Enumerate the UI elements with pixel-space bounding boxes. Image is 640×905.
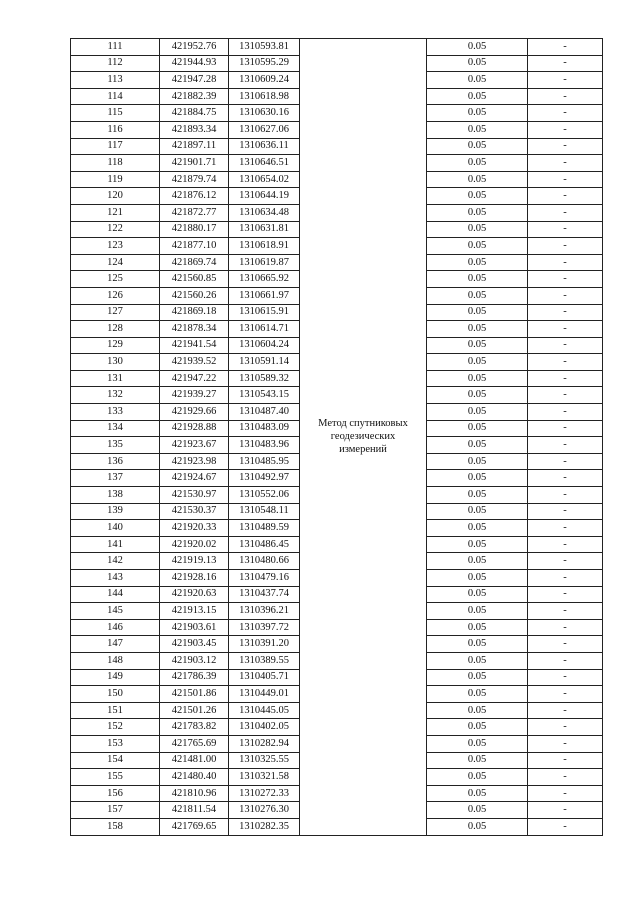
coordinates-table-body xyxy=(71,39,603,836)
accuracy-cell: 0.05 xyxy=(427,88,528,105)
point-number-cell: 142 xyxy=(71,553,160,570)
point-number-cell: 132 xyxy=(71,387,160,404)
x-coordinate-cell: 421919.13 xyxy=(160,553,229,570)
accuracy-cell: 0.05 xyxy=(427,387,528,404)
accuracy-cell: 0.05 xyxy=(427,105,528,122)
x-coordinate-cell: 421783.82 xyxy=(160,719,229,736)
point-number-cell: 116 xyxy=(71,121,160,138)
y-coordinate-cell: 1310321.58 xyxy=(229,769,300,786)
point-number-cell: 140 xyxy=(71,520,160,537)
note-cell: - xyxy=(528,221,603,238)
y-coordinate-cell: 1310636.11 xyxy=(229,138,300,155)
note-cell: - xyxy=(528,752,603,769)
point-number-cell: 144 xyxy=(71,586,160,603)
point-number-cell: 138 xyxy=(71,487,160,504)
accuracy-cell: 0.05 xyxy=(427,520,528,537)
x-coordinate-cell: 421501.26 xyxy=(160,702,229,719)
note-cell: - xyxy=(528,619,603,636)
accuracy-cell: 0.05 xyxy=(427,603,528,620)
x-coordinate-cell: 421879.74 xyxy=(160,171,229,188)
y-coordinate-cell: 1310615.91 xyxy=(229,304,300,321)
y-coordinate-cell: 1310391.20 xyxy=(229,636,300,653)
y-coordinate-cell: 1310272.33 xyxy=(229,785,300,802)
accuracy-cell: 0.05 xyxy=(427,437,528,454)
x-coordinate-cell: 421884.75 xyxy=(160,105,229,122)
x-coordinate-cell: 421928.16 xyxy=(160,570,229,587)
y-coordinate-cell: 1310548.11 xyxy=(229,503,300,520)
point-number-cell: 117 xyxy=(71,138,160,155)
accuracy-cell: 0.05 xyxy=(427,735,528,752)
point-number-cell: 128 xyxy=(71,321,160,338)
accuracy-cell: 0.05 xyxy=(427,669,528,686)
note-cell: - xyxy=(528,155,603,172)
x-coordinate-cell: 421878.34 xyxy=(160,321,229,338)
note-cell: - xyxy=(528,72,603,89)
point-number-cell: 145 xyxy=(71,603,160,620)
note-cell: - xyxy=(528,769,603,786)
x-coordinate-cell: 421928.88 xyxy=(160,420,229,437)
accuracy-cell: 0.05 xyxy=(427,254,528,271)
y-coordinate-cell: 1310552.06 xyxy=(229,487,300,504)
point-number-cell: 134 xyxy=(71,420,160,437)
y-coordinate-cell: 1310619.87 xyxy=(229,254,300,271)
note-cell: - xyxy=(528,105,603,122)
point-number-cell: 147 xyxy=(71,636,160,653)
x-coordinate-cell: 421920.02 xyxy=(160,536,229,553)
accuracy-cell: 0.05 xyxy=(427,287,528,304)
point-number-cell: 120 xyxy=(71,188,160,205)
y-coordinate-cell: 1310604.24 xyxy=(229,337,300,354)
note-cell: - xyxy=(528,686,603,703)
x-coordinate-cell: 421869.74 xyxy=(160,254,229,271)
point-number-cell: 114 xyxy=(71,88,160,105)
accuracy-cell: 0.05 xyxy=(427,586,528,603)
y-coordinate-cell: 1310449.01 xyxy=(229,686,300,703)
accuracy-cell: 0.05 xyxy=(427,121,528,138)
x-coordinate-cell: 421769.65 xyxy=(160,818,229,835)
note-cell: - xyxy=(528,702,603,719)
note-cell: - xyxy=(528,55,603,72)
x-coordinate-cell: 421880.17 xyxy=(160,221,229,238)
x-coordinate-cell: 421947.28 xyxy=(160,72,229,89)
accuracy-cell: 0.05 xyxy=(427,686,528,703)
x-coordinate-cell: 421952.76 xyxy=(160,39,229,56)
x-coordinate-cell: 421897.11 xyxy=(160,138,229,155)
accuracy-cell: 0.05 xyxy=(427,420,528,437)
note-cell: - xyxy=(528,536,603,553)
point-number-cell: 131 xyxy=(71,370,160,387)
point-number-cell: 150 xyxy=(71,686,160,703)
x-coordinate-cell: 421923.98 xyxy=(160,453,229,470)
accuracy-cell: 0.05 xyxy=(427,188,528,205)
note-cell: - xyxy=(528,337,603,354)
point-number-cell: 158 xyxy=(71,818,160,835)
note-cell: - xyxy=(528,387,603,404)
accuracy-cell: 0.05 xyxy=(427,138,528,155)
point-number-cell: 156 xyxy=(71,785,160,802)
point-number-cell: 115 xyxy=(71,105,160,122)
accuracy-cell: 0.05 xyxy=(427,453,528,470)
point-number-cell: 148 xyxy=(71,652,160,669)
table-row xyxy=(71,39,603,56)
accuracy-cell: 0.05 xyxy=(427,636,528,653)
note-cell: - xyxy=(528,121,603,138)
note-cell: - xyxy=(528,553,603,570)
point-number-cell: 146 xyxy=(71,619,160,636)
point-number-cell: 137 xyxy=(71,470,160,487)
y-coordinate-cell: 1310282.35 xyxy=(229,818,300,835)
note-cell: - xyxy=(528,271,603,288)
y-coordinate-cell: 1310618.91 xyxy=(229,238,300,255)
accuracy-cell: 0.05 xyxy=(427,204,528,221)
y-coordinate-cell: 1310609.24 xyxy=(229,72,300,89)
note-cell: - xyxy=(528,652,603,669)
x-coordinate-cell: 421530.97 xyxy=(160,487,229,504)
note-cell: - xyxy=(528,171,603,188)
note-cell: - xyxy=(528,304,603,321)
note-cell: - xyxy=(528,188,603,205)
point-number-cell: 129 xyxy=(71,337,160,354)
y-coordinate-cell: 1310591.14 xyxy=(229,354,300,371)
x-coordinate-cell: 421786.39 xyxy=(160,669,229,686)
note-cell: - xyxy=(528,470,603,487)
note-cell: - xyxy=(528,39,603,56)
note-cell: - xyxy=(528,204,603,221)
note-cell: - xyxy=(528,321,603,338)
point-number-cell: 153 xyxy=(71,735,160,752)
y-coordinate-cell: 1310595.29 xyxy=(229,55,300,72)
x-coordinate-cell: 421869.18 xyxy=(160,304,229,321)
note-cell: - xyxy=(528,785,603,802)
accuracy-cell: 0.05 xyxy=(427,470,528,487)
point-number-cell: 157 xyxy=(71,802,160,819)
accuracy-cell: 0.05 xyxy=(427,553,528,570)
accuracy-cell: 0.05 xyxy=(427,570,528,587)
accuracy-cell: 0.05 xyxy=(427,404,528,421)
accuracy-cell: 0.05 xyxy=(427,72,528,89)
note-cell: - xyxy=(528,487,603,504)
y-coordinate-cell: 1310644.19 xyxy=(229,188,300,205)
x-coordinate-cell: 421903.61 xyxy=(160,619,229,636)
method-cell: Метод спутниковых геодезических измерений xyxy=(300,39,427,836)
accuracy-cell: 0.05 xyxy=(427,337,528,354)
x-coordinate-cell: 421876.12 xyxy=(160,188,229,205)
note-cell: - xyxy=(528,503,603,520)
x-coordinate-cell: 421923.67 xyxy=(160,437,229,454)
point-number-cell: 113 xyxy=(71,72,160,89)
note-cell: - xyxy=(528,586,603,603)
y-coordinate-cell: 1310483.96 xyxy=(229,437,300,454)
x-coordinate-cell: 421913.15 xyxy=(160,603,229,620)
x-coordinate-cell: 421920.33 xyxy=(160,520,229,537)
point-number-cell: 155 xyxy=(71,769,160,786)
y-coordinate-cell: 1310402.05 xyxy=(229,719,300,736)
accuracy-cell: 0.05 xyxy=(427,487,528,504)
accuracy-cell: 0.05 xyxy=(427,238,528,255)
accuracy-cell: 0.05 xyxy=(427,752,528,769)
accuracy-cell: 0.05 xyxy=(427,321,528,338)
point-number-cell: 154 xyxy=(71,752,160,769)
accuracy-cell: 0.05 xyxy=(427,271,528,288)
y-coordinate-cell: 1310618.98 xyxy=(229,88,300,105)
note-cell: - xyxy=(528,437,603,454)
point-number-cell: 118 xyxy=(71,155,160,172)
y-coordinate-cell: 1310665.92 xyxy=(229,271,300,288)
accuracy-cell: 0.05 xyxy=(427,719,528,736)
note-cell: - xyxy=(528,404,603,421)
accuracy-cell: 0.05 xyxy=(427,503,528,520)
accuracy-cell: 0.05 xyxy=(427,354,528,371)
x-coordinate-cell: 421901.71 xyxy=(160,155,229,172)
y-coordinate-cell: 1310627.06 xyxy=(229,121,300,138)
note-cell: - xyxy=(528,570,603,587)
point-number-cell: 141 xyxy=(71,536,160,553)
x-coordinate-cell: 421530.37 xyxy=(160,503,229,520)
note-cell: - xyxy=(528,669,603,686)
y-coordinate-cell: 1310445.05 xyxy=(229,702,300,719)
x-coordinate-cell: 421929.66 xyxy=(160,404,229,421)
y-coordinate-cell: 1310282.94 xyxy=(229,735,300,752)
y-coordinate-cell: 1310397.72 xyxy=(229,619,300,636)
point-number-cell: 143 xyxy=(71,570,160,587)
point-number-cell: 133 xyxy=(71,404,160,421)
note-cell: - xyxy=(528,520,603,537)
y-coordinate-cell: 1310589.32 xyxy=(229,370,300,387)
note-cell: - xyxy=(528,354,603,371)
note-cell: - xyxy=(528,735,603,752)
y-coordinate-cell: 1310543.15 xyxy=(229,387,300,404)
y-coordinate-cell: 1310325.55 xyxy=(229,752,300,769)
x-coordinate-cell: 421903.12 xyxy=(160,652,229,669)
note-cell: - xyxy=(528,254,603,271)
point-number-cell: 122 xyxy=(71,221,160,238)
point-number-cell: 126 xyxy=(71,287,160,304)
x-coordinate-cell: 421811.54 xyxy=(160,802,229,819)
y-coordinate-cell: 1310479.16 xyxy=(229,570,300,587)
x-coordinate-cell: 421920.63 xyxy=(160,586,229,603)
accuracy-cell: 0.05 xyxy=(427,619,528,636)
y-coordinate-cell: 1310486.45 xyxy=(229,536,300,553)
x-coordinate-cell: 421882.39 xyxy=(160,88,229,105)
point-number-cell: 130 xyxy=(71,354,160,371)
x-coordinate-cell: 421481.00 xyxy=(160,752,229,769)
y-coordinate-cell: 1310593.81 xyxy=(229,39,300,56)
accuracy-cell: 0.05 xyxy=(427,221,528,238)
accuracy-cell: 0.05 xyxy=(427,536,528,553)
accuracy-cell: 0.05 xyxy=(427,652,528,669)
accuracy-cell: 0.05 xyxy=(427,769,528,786)
note-cell: - xyxy=(528,818,603,835)
x-coordinate-cell: 421560.85 xyxy=(160,271,229,288)
x-coordinate-cell: 421810.96 xyxy=(160,785,229,802)
note-cell: - xyxy=(528,453,603,470)
note-cell: - xyxy=(528,138,603,155)
y-coordinate-cell: 1310483.09 xyxy=(229,420,300,437)
y-coordinate-cell: 1310492.97 xyxy=(229,470,300,487)
accuracy-cell: 0.05 xyxy=(427,171,528,188)
point-number-cell: 127 xyxy=(71,304,160,321)
note-cell: - xyxy=(528,88,603,105)
accuracy-cell: 0.05 xyxy=(427,818,528,835)
y-coordinate-cell: 1310480.66 xyxy=(229,553,300,570)
y-coordinate-cell: 1310487.40 xyxy=(229,404,300,421)
x-coordinate-cell: 421924.67 xyxy=(160,470,229,487)
y-coordinate-cell: 1310634.48 xyxy=(229,204,300,221)
x-coordinate-cell: 421480.40 xyxy=(160,769,229,786)
x-coordinate-cell: 421947.22 xyxy=(160,370,229,387)
x-coordinate-cell: 421872.77 xyxy=(160,204,229,221)
x-coordinate-cell: 421877.10 xyxy=(160,238,229,255)
y-coordinate-cell: 1310485.95 xyxy=(229,453,300,470)
point-number-cell: 112 xyxy=(71,55,160,72)
y-coordinate-cell: 1310661.97 xyxy=(229,287,300,304)
point-number-cell: 151 xyxy=(71,702,160,719)
x-coordinate-cell: 421939.27 xyxy=(160,387,229,404)
point-number-cell: 125 xyxy=(71,271,160,288)
point-number-cell: 135 xyxy=(71,437,160,454)
accuracy-cell: 0.05 xyxy=(427,785,528,802)
note-cell: - xyxy=(528,802,603,819)
note-cell: - xyxy=(528,370,603,387)
accuracy-cell: 0.05 xyxy=(427,802,528,819)
x-coordinate-cell: 421560.26 xyxy=(160,287,229,304)
accuracy-cell: 0.05 xyxy=(427,55,528,72)
note-cell: - xyxy=(528,719,603,736)
point-number-cell: 136 xyxy=(71,453,160,470)
note-cell: - xyxy=(528,603,603,620)
y-coordinate-cell: 1310646.51 xyxy=(229,155,300,172)
point-number-cell: 111 xyxy=(71,39,160,56)
accuracy-cell: 0.05 xyxy=(427,39,528,56)
y-coordinate-cell: 1310614.71 xyxy=(229,321,300,338)
accuracy-cell: 0.05 xyxy=(427,702,528,719)
coordinates-table xyxy=(70,38,603,836)
point-number-cell: 124 xyxy=(71,254,160,271)
note-cell: - xyxy=(528,238,603,255)
note-cell: - xyxy=(528,287,603,304)
note-cell: - xyxy=(528,636,603,653)
y-coordinate-cell: 1310489.59 xyxy=(229,520,300,537)
y-coordinate-cell: 1310630.16 xyxy=(229,105,300,122)
x-coordinate-cell: 421941.54 xyxy=(160,337,229,354)
point-number-cell: 121 xyxy=(71,204,160,221)
y-coordinate-cell: 1310276.30 xyxy=(229,802,300,819)
y-coordinate-cell: 1310437.74 xyxy=(229,586,300,603)
y-coordinate-cell: 1310631.81 xyxy=(229,221,300,238)
x-coordinate-cell: 421939.52 xyxy=(160,354,229,371)
x-coordinate-cell: 421501.86 xyxy=(160,686,229,703)
x-coordinate-cell: 421903.45 xyxy=(160,636,229,653)
point-number-cell: 152 xyxy=(71,719,160,736)
accuracy-cell: 0.05 xyxy=(427,155,528,172)
point-number-cell: 139 xyxy=(71,503,160,520)
accuracy-cell: 0.05 xyxy=(427,370,528,387)
y-coordinate-cell: 1310396.21 xyxy=(229,603,300,620)
x-coordinate-cell: 421765.69 xyxy=(160,735,229,752)
y-coordinate-cell: 1310405.71 xyxy=(229,669,300,686)
y-coordinate-cell: 1310389.55 xyxy=(229,652,300,669)
x-coordinate-cell: 421893.34 xyxy=(160,121,229,138)
point-number-cell: 149 xyxy=(71,669,160,686)
point-number-cell: 123 xyxy=(71,238,160,255)
note-cell: - xyxy=(528,420,603,437)
x-coordinate-cell: 421944.93 xyxy=(160,55,229,72)
accuracy-cell: 0.05 xyxy=(427,304,528,321)
point-number-cell: 119 xyxy=(71,171,160,188)
y-coordinate-cell: 1310654.02 xyxy=(229,171,300,188)
